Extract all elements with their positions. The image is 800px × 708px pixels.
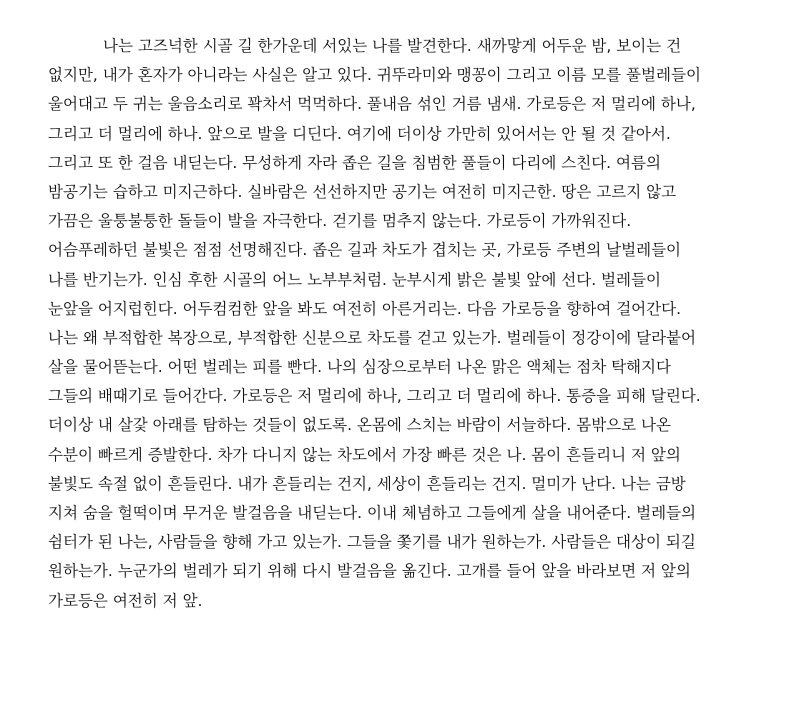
text-line-5: 그리고 또 한 걸음 내딛는다. 무성하게 자라 좁은 길을 침범한 풀들이 다리에 스친다. 여름의 bbox=[48, 153, 661, 172]
text-line-17: 지쳐 숨을 헐떡이며 무거운 발걸음을 내딛는다. 이내 체념하고 그들에게 살을 내어준다. 벌레들의 bbox=[48, 504, 697, 522]
text-line-11: 나는 왜 부적합한 복장으로, 부적합한 신분으로 차도를 걷고 있는가. 벌레들이 정강이에 달라붙어 bbox=[48, 328, 697, 347]
text-line-18: 쉼터가 된 나는, 사람들을 향해 가고 있는가. 그들을 쫓기를 내가 원하는가. 사람들은 대상이 되길 bbox=[48, 533, 696, 552]
body-text bbox=[48, 32, 760, 616]
text-line-16: 불빛도 속절 없이 흔들린다. 내가 흔들리는 건지, 세상이 흔들리는 건지. 멀미가 난다. 나는 금방 bbox=[48, 474, 686, 493]
text-line-14: 더이상 내 살갗 아래를 탐하는 것들이 없도록. 온몸에 스치는 바람이 서늘하다. 몸밖으로 나온 bbox=[48, 416, 671, 435]
text-line-9: 나를 반기는가. 인심 후한 시골의 어느 노부부처럼. 눈부시게 밝은 불빛 앞에 선다. 벌레들이 bbox=[48, 270, 661, 289]
text-line-15: 수분이 빠르게 증발한다. 차가 다니지 않는 차도에서 가장 빠른 것은 나. 몸이 흔들리니 저 앞의 bbox=[48, 445, 681, 464]
text-line-8: 어슴푸레하던 불빛은 점점 선명해진다. 좁은 길과 차도가 겹치는 곳, 가로등 주변의 날벌레들이 bbox=[48, 241, 682, 260]
text-line-10: 눈앞을 어지럽힌다. 어두컴컴한 앞을 봐도 여전히 아른거리는. 다음 가로등을 향하여 걸어간다. bbox=[48, 299, 682, 318]
text-line-1: 나는 고즈넉한 시골 길 한가운데 서있는 나를 발견한다. 새까맣게 어두운 밤, 보이는 건 bbox=[103, 37, 682, 55]
text-line-4: 그리고 더 멀리에 하나. 앞으로 발을 디딘다. 여기에 더이상 가만히 있어서는 안 될 것 같아서. bbox=[48, 124, 671, 143]
text-line-12: 살을 물어뜯는다. 어떤 벌레는 피를 빤다. 나의 심장으로부터 나온 맑은 액체는 점차 탁해지다 bbox=[48, 358, 671, 377]
text-line-13: 그들의 배때기로 들어간다. 가로등은 저 멀리에 하나, 그리고 더 멀리에 하나. 통증을 피해 달린다. bbox=[48, 387, 701, 406]
text-line-2: 없지만, 내가 혼자가 아니라는 사실은 알고 있다. 귀뚜라미와 맹꽁이 그리고 이름 모를 풀벌레들이 bbox=[48, 66, 701, 85]
text-line-19: 원하는가. 누군가의 벌레가 되기 위해 다시 발걸음을 옮긴다. 고개를 들어 앞을 바라보면 저 앞의 bbox=[48, 562, 691, 581]
text-line-6: 밤공기는 습하고 미지근하다. 실바람은 선선하지만 공기는 여전히 미지근한. 땅은 고르지 않고 bbox=[48, 182, 677, 201]
text-line-20: 가로등은 여전히 저 앞. bbox=[48, 591, 203, 610]
text-line-7: 가끔은 울퉁불퉁한 돌들이 발을 자극한다. 걷기를 멈추지 않는다. 가로등이 가까워진다. bbox=[48, 212, 632, 231]
text-line-3: 울어대고 두 귀는 울음소리로 꽉차서 먹먹하다. 풀내음 섞인 거름 냄새. 가로등은 저 멀리에 하나, bbox=[48, 95, 696, 114]
